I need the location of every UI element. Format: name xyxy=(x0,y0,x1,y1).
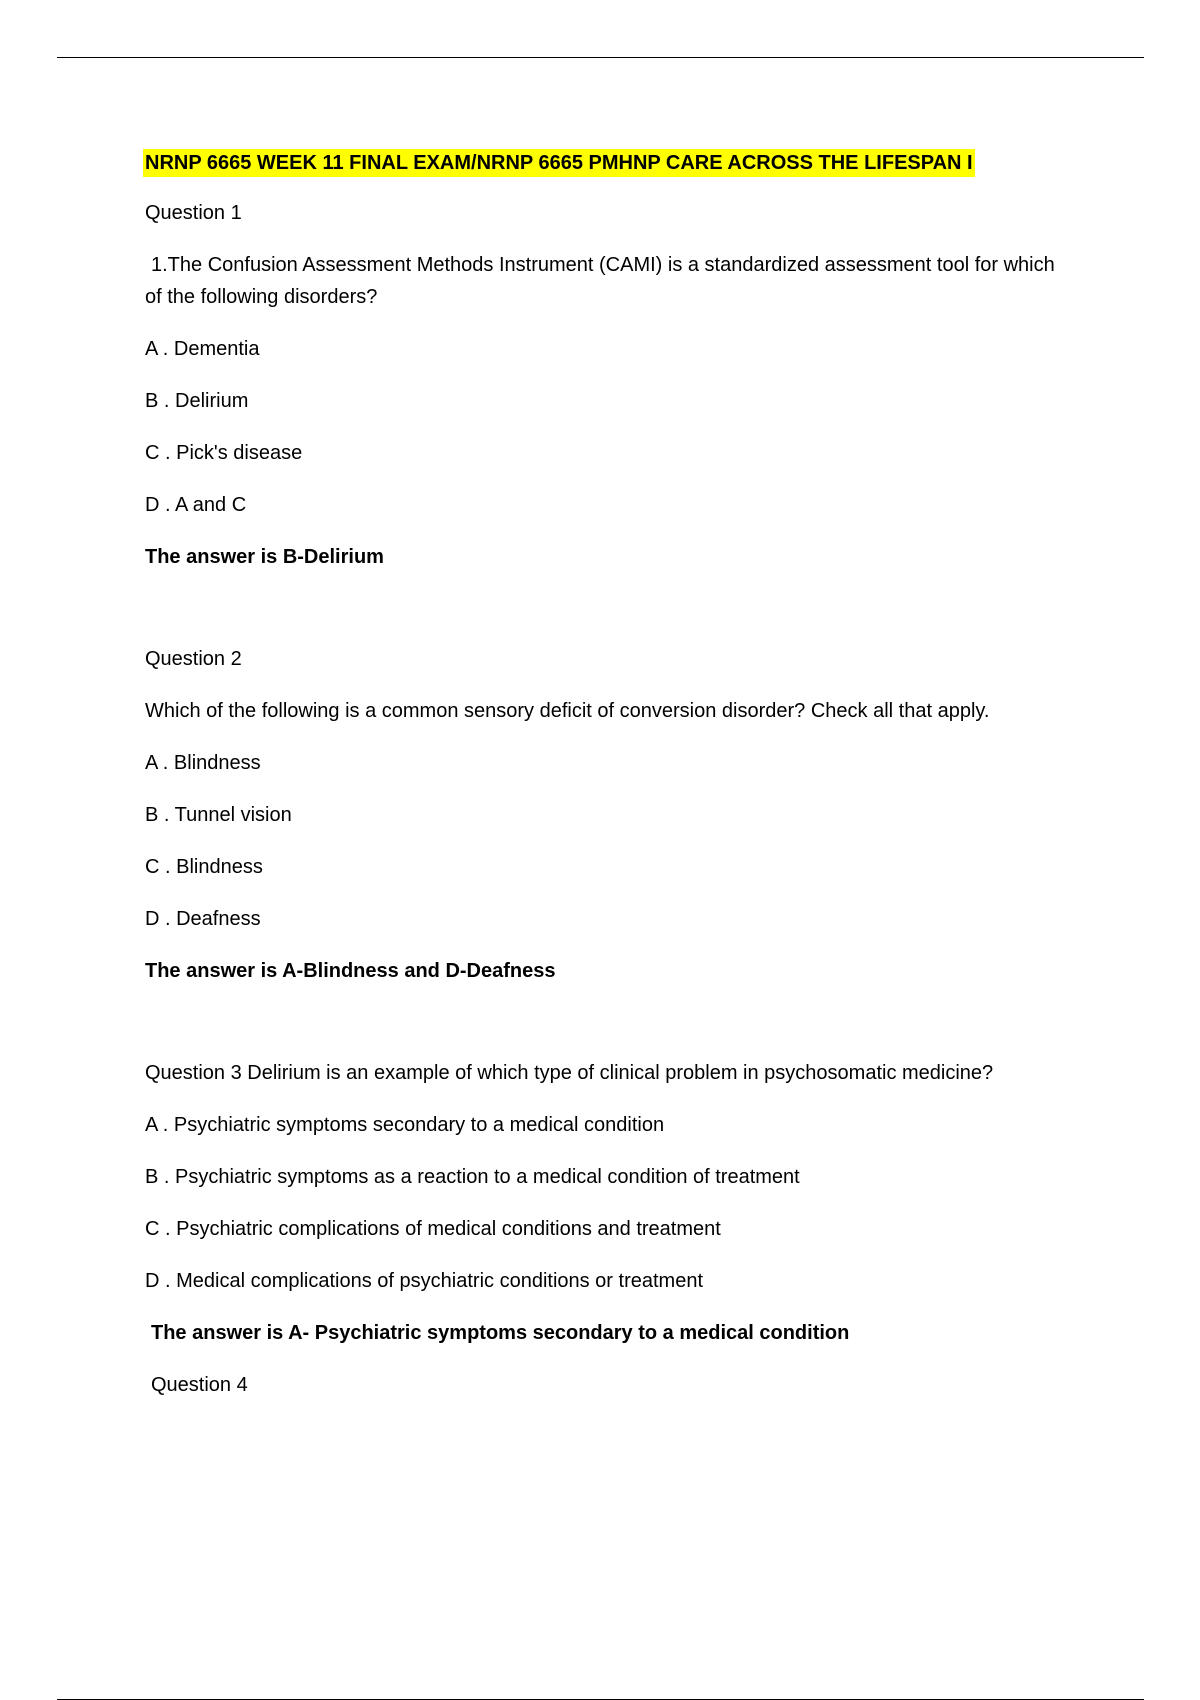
question-2-text: Which of the following is a common sensory deficit of conversion disorder? Check all that apply. xyxy=(145,700,990,722)
header-rule xyxy=(57,57,1144,58)
question-1-text-line1: 1.The Confusion Assessment Methods Instrument (CAMI) is a standardized assessment tool for which xyxy=(151,254,1055,276)
question-1-text-line2: of the following disorders? xyxy=(145,286,378,308)
question-2-label: Question 2 xyxy=(145,648,242,670)
question-2-answer: The answer is A-Blindness and D-Deafness xyxy=(145,960,556,982)
question-1-option-d: D . A and C xyxy=(145,494,247,516)
question-3-option-b: B . Psychiatric symptoms as a reaction to a medical condition of treatment xyxy=(145,1166,800,1188)
question-1-option-b: B . Delirium xyxy=(145,390,249,412)
question-3-option-a: A . Psychiatric symptoms secondary to a medical condition xyxy=(145,1114,665,1136)
question-1-answer: The answer is B-Delirium xyxy=(145,546,384,568)
question-3-option-d: D . Medical complications of psychiatric conditions or treatment xyxy=(145,1270,704,1292)
question-2-option-c: C . Blindness xyxy=(145,856,263,878)
question-3-answer: The answer is A- Psychiatric symptoms secondary to a medical condition xyxy=(151,1322,850,1344)
question-2-option-a: A . Blindness xyxy=(145,752,261,774)
document-title: NRNP 6665 WEEK 11 FINAL EXAM/NRNP 6665 PMHNP CARE ACROSS THE LIFESPAN I xyxy=(143,149,975,177)
question-1-option-c: C . Pick's disease xyxy=(145,442,303,464)
question-3-option-c: C . Psychiatric complications of medical conditions and treatment xyxy=(145,1218,721,1240)
question-2-option-b: B . Tunnel vision xyxy=(145,804,292,826)
question-1-option-a: A . Dementia xyxy=(145,338,260,360)
question-2-option-d: D . Deafness xyxy=(145,908,261,930)
question-1-label: Question 1 xyxy=(145,202,242,224)
document-content xyxy=(145,145,1105,1401)
question-3-label-and-text: Question 3 Delirium is an example of which type of clinical problem in psychosomatic medicine? xyxy=(145,1062,994,1084)
question-4-label: Question 4 xyxy=(151,1374,248,1396)
